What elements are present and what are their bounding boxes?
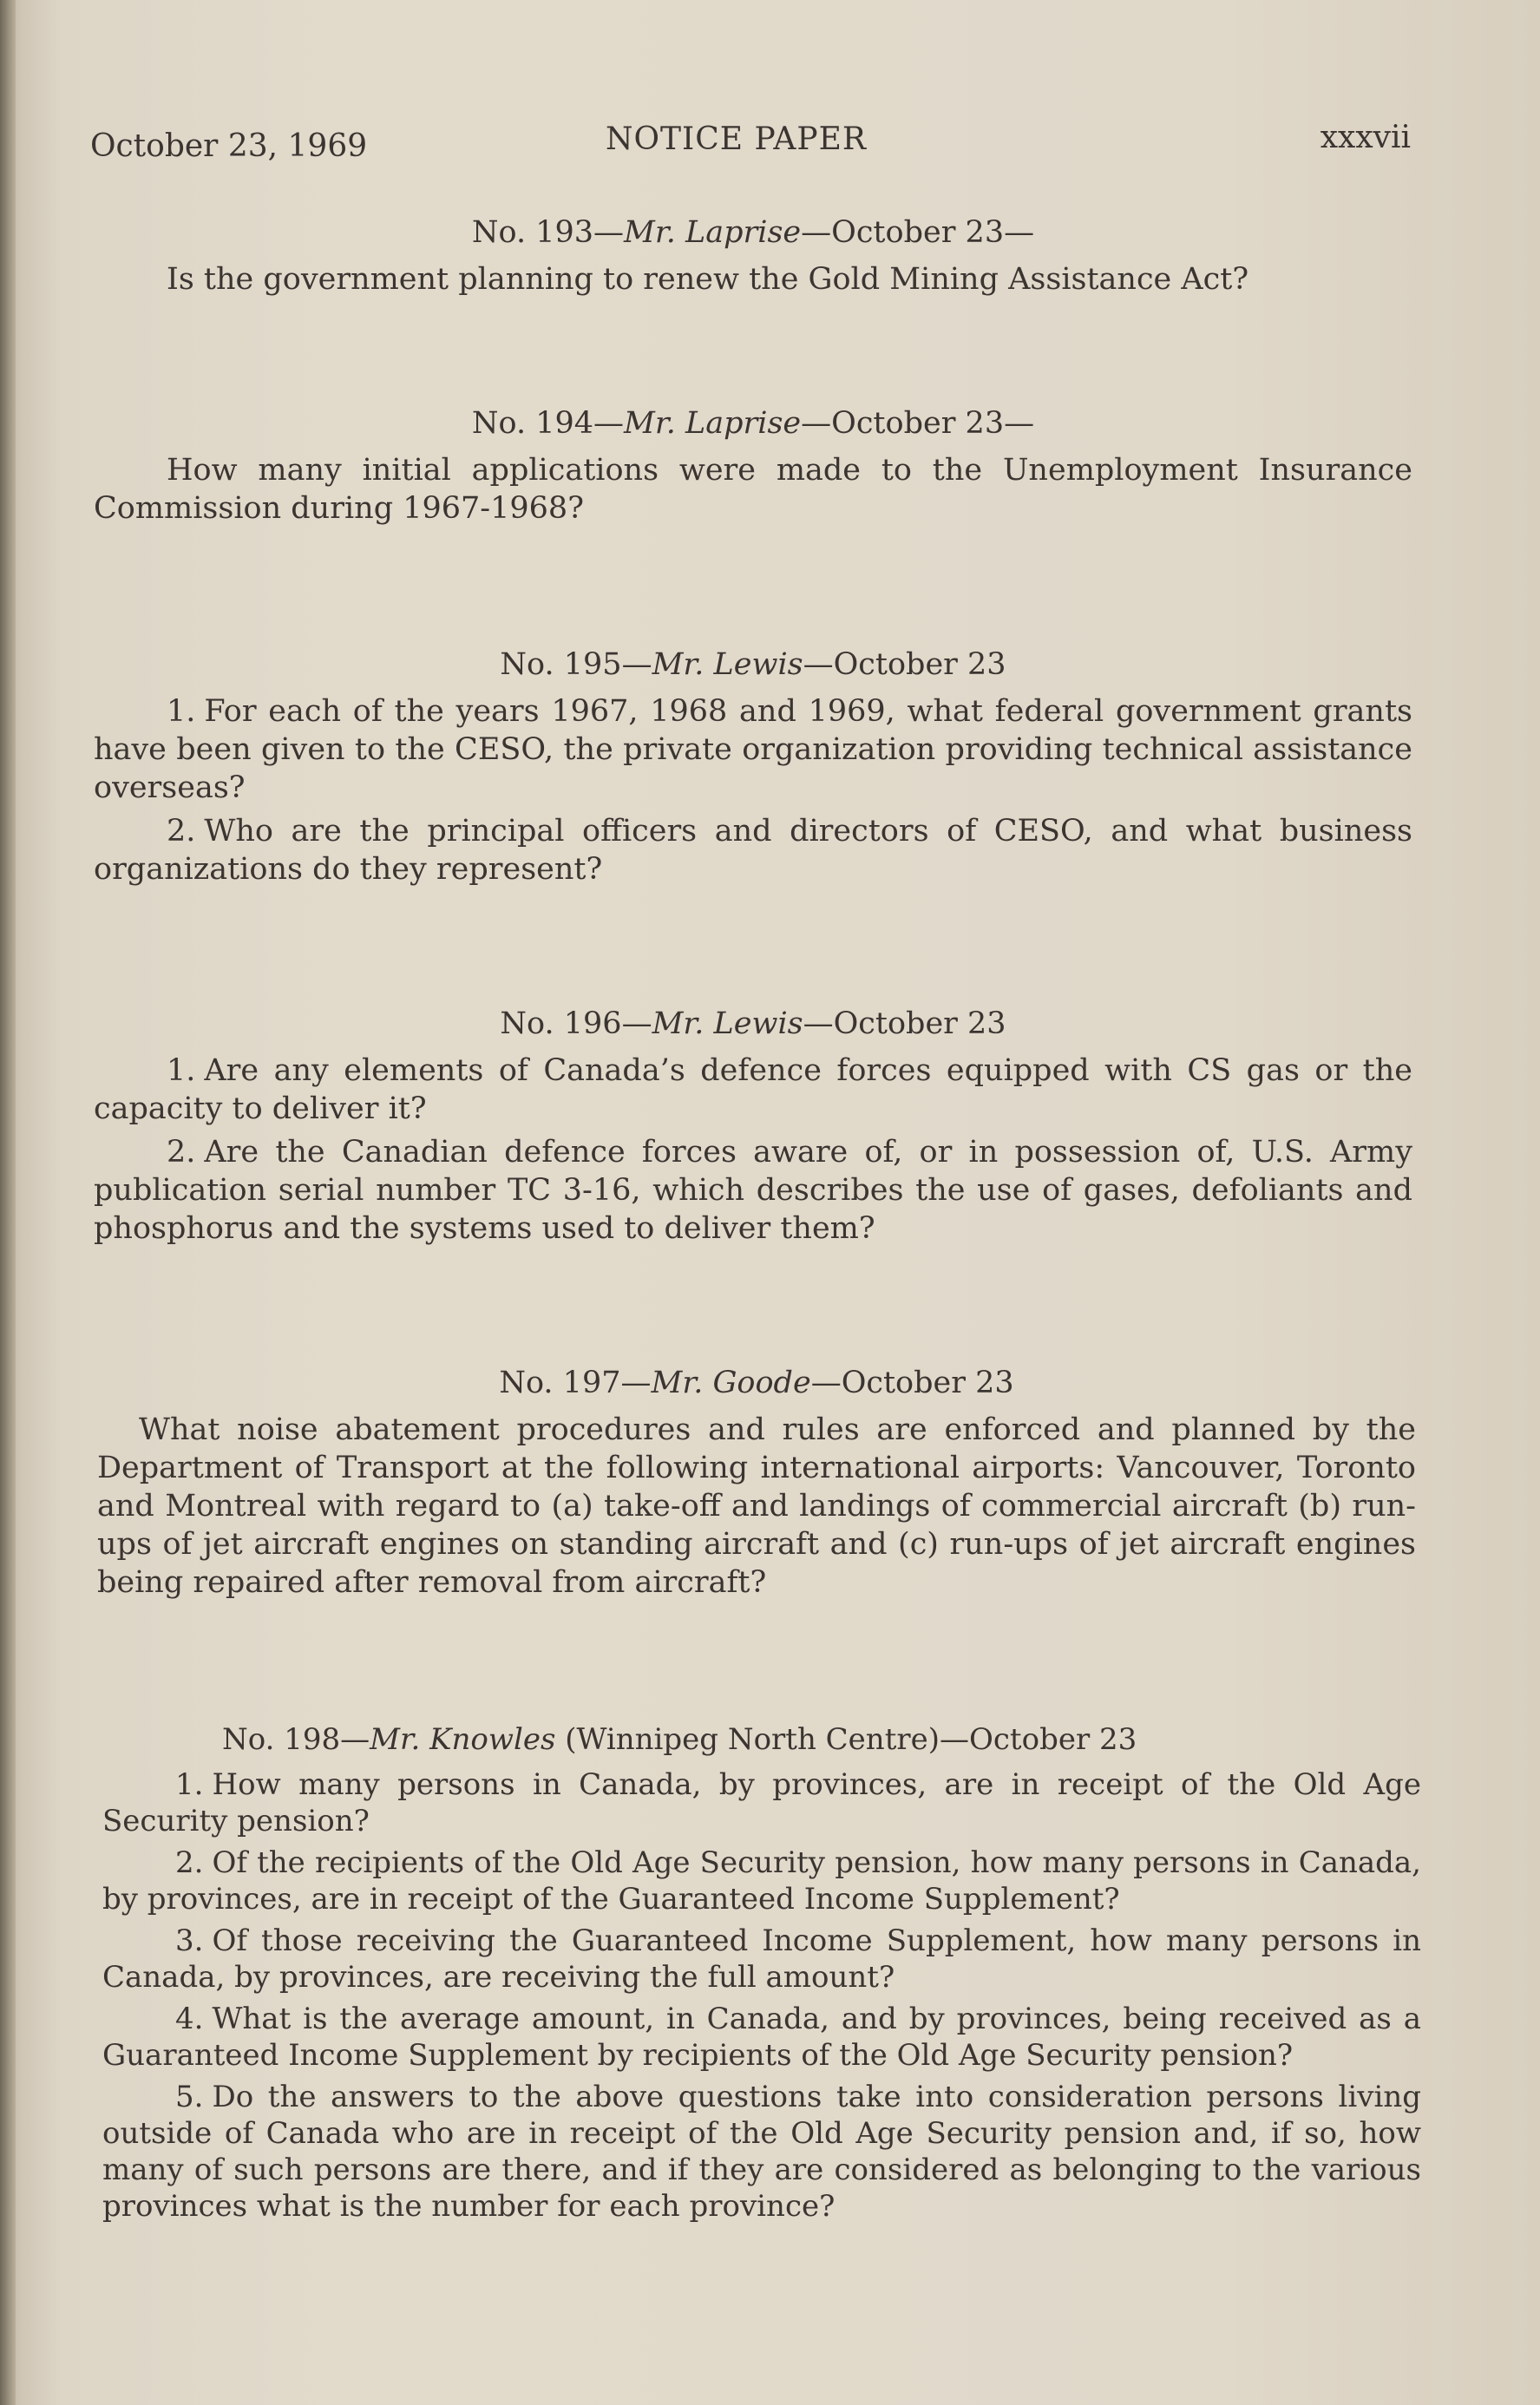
question-paragraph	[102, 1766, 1421, 1839]
paragraph-number: 2.	[175, 1845, 204, 1880]
question-member: Mr. Laprise	[624, 215, 802, 250]
paragraph-number: 1.	[167, 694, 196, 729]
question-number: No. 193	[471, 215, 594, 250]
question-date: October 23	[841, 1366, 1014, 1400]
header-page-number: xxxvii	[1320, 120, 1411, 155]
question-paragraph	[94, 260, 1412, 298]
question-date: October 23—	[831, 406, 1035, 441]
question-197	[97, 1364, 1416, 1607]
paragraph-text: How many initial applications were made to the Unemployment Insurance Commission during 1967-1968?	[94, 453, 1412, 526]
question-paragraph	[94, 1052, 1412, 1128]
question-paragraph	[94, 812, 1412, 888]
question-paragraph	[94, 692, 1412, 807]
question-paragraph	[102, 1923, 1421, 1995]
paragraph-number: 1.	[167, 1053, 196, 1088]
paragraph-text: What is the average amount, in Canada, and by provinces, being received as a Guaranteed Income Supplement by recipients of the Old Age Security pension?	[102, 2002, 1421, 2073]
book-spine-shadow	[0, 0, 16, 2405]
paragraph-text: Of the recipients of the Old Age Security pension, how many persons in Canada, by provinces, are in receipt of the Guaranteed Income Supplement?	[102, 1845, 1421, 1917]
question-member: Mr. Lewis	[652, 647, 803, 682]
question-heading: No. 198—Mr. Knowles (Winnipeg North Centre)—October 23	[222, 1722, 1137, 1757]
paragraph-number: 2.	[167, 1135, 196, 1170]
paragraph-number: 3.	[175, 1923, 204, 1958]
question-member: Mr. Lewis	[652, 1006, 803, 1041]
paragraph-number: 1.	[175, 1767, 204, 1802]
paragraph-text: Are any elements of Canada’s defence forces equipped with CS gas or the capacity to deliver it?	[94, 1053, 1412, 1126]
paragraph-text: Is the government planning to renew the Gold Mining Assistance Act?	[167, 262, 1249, 297]
paragraph-text: Of those receiving the Guaranteed Income Supplement, how many persons in Canada, by provinces, are receiving the full amount?	[102, 1923, 1421, 1995]
paragraph-text: Who are the principal officers and directors of CESO, and what business organizations do they represent?	[94, 814, 1412, 887]
question-paragraph	[102, 1845, 1421, 1917]
paragraph-text: Are the Canadian defence forces aware of, or in possession of, U.S. Army publication serial number TC 3-16, which describes the use of gases, defoliants and phosphorus and the systems used to deliver them?	[94, 1135, 1412, 1246]
question-196	[94, 1005, 1412, 1253]
question-heading: No. 193—Mr. Laprise—October 23—	[471, 215, 1035, 250]
header-title: NOTICE PAPER	[606, 121, 868, 157]
question-date: October 23	[833, 647, 1006, 682]
question-constituency: (Winnipeg North Centre)	[555, 1722, 940, 1757]
question-number: No. 195	[500, 647, 622, 682]
question-number: No. 198	[222, 1722, 341, 1757]
question-date: October 23	[969, 1722, 1137, 1757]
question-number: No. 197	[499, 1366, 621, 1400]
paragraph-text: Do the answers to the above questions take into consideration persons living outside of Canada who are in receipt of the Old Age Security pension and, if so, how many of such persons are there, and if they are considered as belonging to the various provinces what is the number for each province?	[102, 2080, 1421, 2224]
question-member: Mr. Laprise	[624, 406, 802, 441]
question-193	[94, 213, 1412, 304]
question-date: October 23	[833, 1006, 1006, 1041]
header-date: October 23, 1969	[90, 128, 368, 164]
question-number: No. 196	[500, 1006, 622, 1041]
question-heading: No. 196—Mr. Lewis—October 23	[500, 1006, 1006, 1041]
question-member: Mr. Goode	[651, 1366, 811, 1400]
question-heading: No. 197—Mr. Goode—October 23	[499, 1366, 1014, 1400]
paragraph-text: How many persons in Canada, by provinces, are in receipt of the Old Age Security pension?	[102, 1767, 1421, 1838]
question-198	[102, 1721, 1421, 2230]
question-paragraph	[102, 2001, 1421, 2074]
question-heading: No. 194—Mr. Laprise—October 23—	[471, 406, 1035, 441]
paragraph-number: 4.	[175, 2002, 204, 2036]
question-member: Mr. Knowles	[370, 1722, 556, 1757]
paragraph-number: 2.	[167, 814, 196, 849]
question-paragraph	[97, 1411, 1416, 1602]
question-paragraph	[94, 1133, 1412, 1248]
question-195	[94, 645, 1412, 894]
page-header	[90, 120, 1411, 172]
question-heading: No. 195—Mr. Lewis—October 23	[500, 647, 1006, 682]
question-194	[94, 404, 1412, 533]
paragraph-text: What noise abatement procedures and rules are enforced and planned by the Department of Transport at the following international airports: Vancouver, Toronto and Montreal with regard to (a) take-off and landings of commercial aircraft (b) run-ups of jet aircraft engines on standing aircraft and (c) run-ups of jet aircraft engines being repaired after removal from aircraft?	[97, 1412, 1416, 1600]
question-date: October 23—	[831, 215, 1035, 250]
question-paragraph	[94, 451, 1412, 528]
paragraph-number: 5.	[175, 2080, 204, 2114]
question-paragraph	[102, 2079, 1421, 2225]
question-number: No. 194	[471, 406, 594, 441]
paragraph-text: For each of the years 1967, 1968 and 1969, what federal government grants have been given to the CESO, the private organization providing technical assistance overseas?	[94, 694, 1412, 805]
